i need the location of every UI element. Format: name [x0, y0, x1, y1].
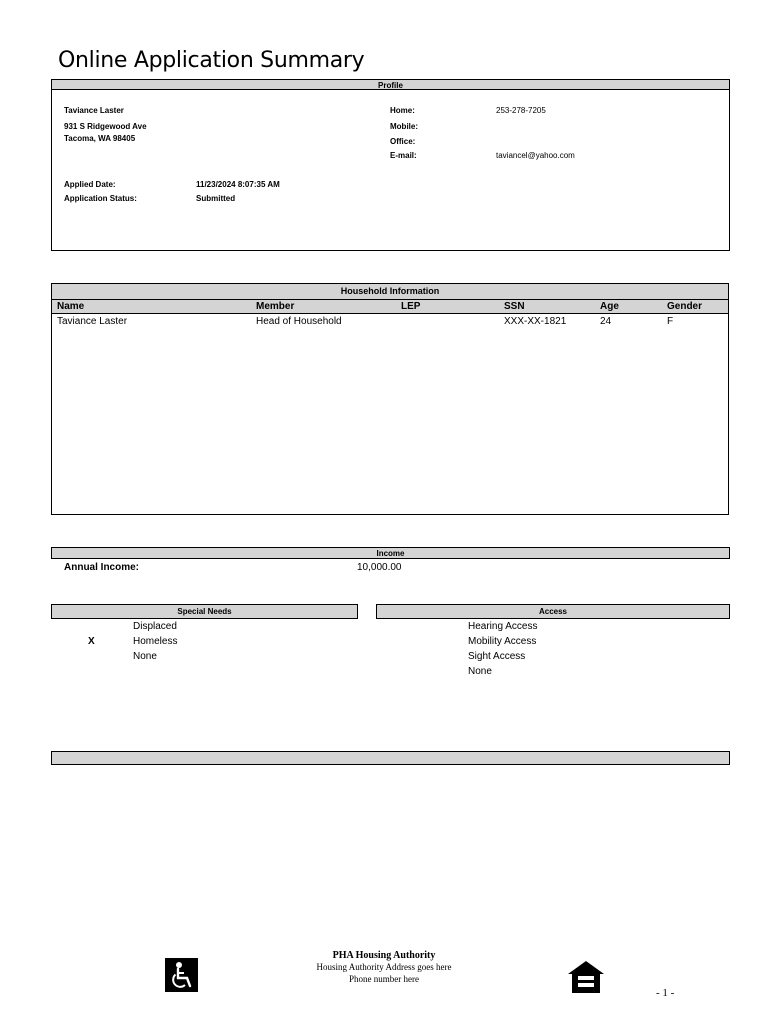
household-column-header-row — [51, 300, 729, 314]
special-needs-mark-2: X — [88, 636, 95, 647]
access-header: Access — [376, 604, 730, 619]
annual-income-value: 10,000.00 — [357, 562, 402, 573]
profile-header: Profile — [51, 79, 730, 90]
col-gender: Gender — [667, 301, 703, 312]
table-cell-member: Head of Household — [256, 316, 342, 327]
footer-address: Housing Authority Address goes here — [316, 962, 452, 972]
col-member: Member — [256, 301, 295, 312]
blank-section-bar — [51, 751, 730, 765]
applicant-name: Taviance Laster — [64, 106, 124, 115]
col-ssn: SSN — [504, 301, 525, 312]
home-value: 253-278-7205 — [496, 106, 546, 115]
address-line-2: Tacoma, WA 98405 — [64, 134, 136, 143]
annual-income-label: Annual Income: — [64, 562, 140, 573]
equal-housing-icon — [567, 960, 605, 994]
access-item-1: Hearing Access — [468, 621, 538, 632]
col-age: Age — [600, 301, 619, 312]
mobile-label: Mobile: — [390, 122, 418, 131]
special-needs-item-3: None — [133, 651, 157, 662]
email-value: taviancel@yahoo.com — [496, 151, 575, 160]
household-header: Household Information — [51, 283, 729, 300]
access-item-3: Sight Access — [468, 651, 526, 662]
col-name: Name — [57, 301, 85, 312]
email-label: E-mail: — [390, 151, 417, 160]
table-cell-age: 24 — [600, 316, 612, 327]
table-cell-name: Taviance Laster — [57, 316, 128, 327]
wheelchair-accessible-icon — [165, 958, 198, 992]
applied-date-value: 11/23/2024 8:07:35 AM — [196, 180, 280, 189]
status-value: Submitted — [196, 194, 236, 203]
special-needs-item-1: Displaced — [133, 621, 177, 632]
income-header: Income — [51, 547, 730, 559]
table-cell-ssn: XXX-XX-1821 — [504, 316, 567, 327]
access-item-2: Mobility Access — [468, 636, 537, 647]
footer-phone: Phone number here — [349, 974, 419, 984]
household-box — [51, 283, 729, 515]
address-line-1: 931 S Ridgewood Ave — [64, 122, 147, 131]
home-label: Home: — [390, 106, 415, 115]
office-label: Office: — [390, 137, 416, 146]
status-label: Application Status: — [64, 194, 137, 203]
applied-date-label: Applied Date: — [64, 180, 116, 189]
page-title: Online Application Summary — [58, 48, 365, 73]
special-needs-header: Special Needs — [51, 604, 358, 619]
access-item-4: None — [468, 666, 492, 677]
footer-org: PHA Housing Authority — [332, 950, 436, 961]
special-needs-item-2: Homeless — [133, 636, 178, 647]
page-number: - 1 - — [656, 987, 675, 999]
col-lep: LEP — [401, 301, 421, 312]
table-cell-gender: F — [667, 316, 674, 327]
